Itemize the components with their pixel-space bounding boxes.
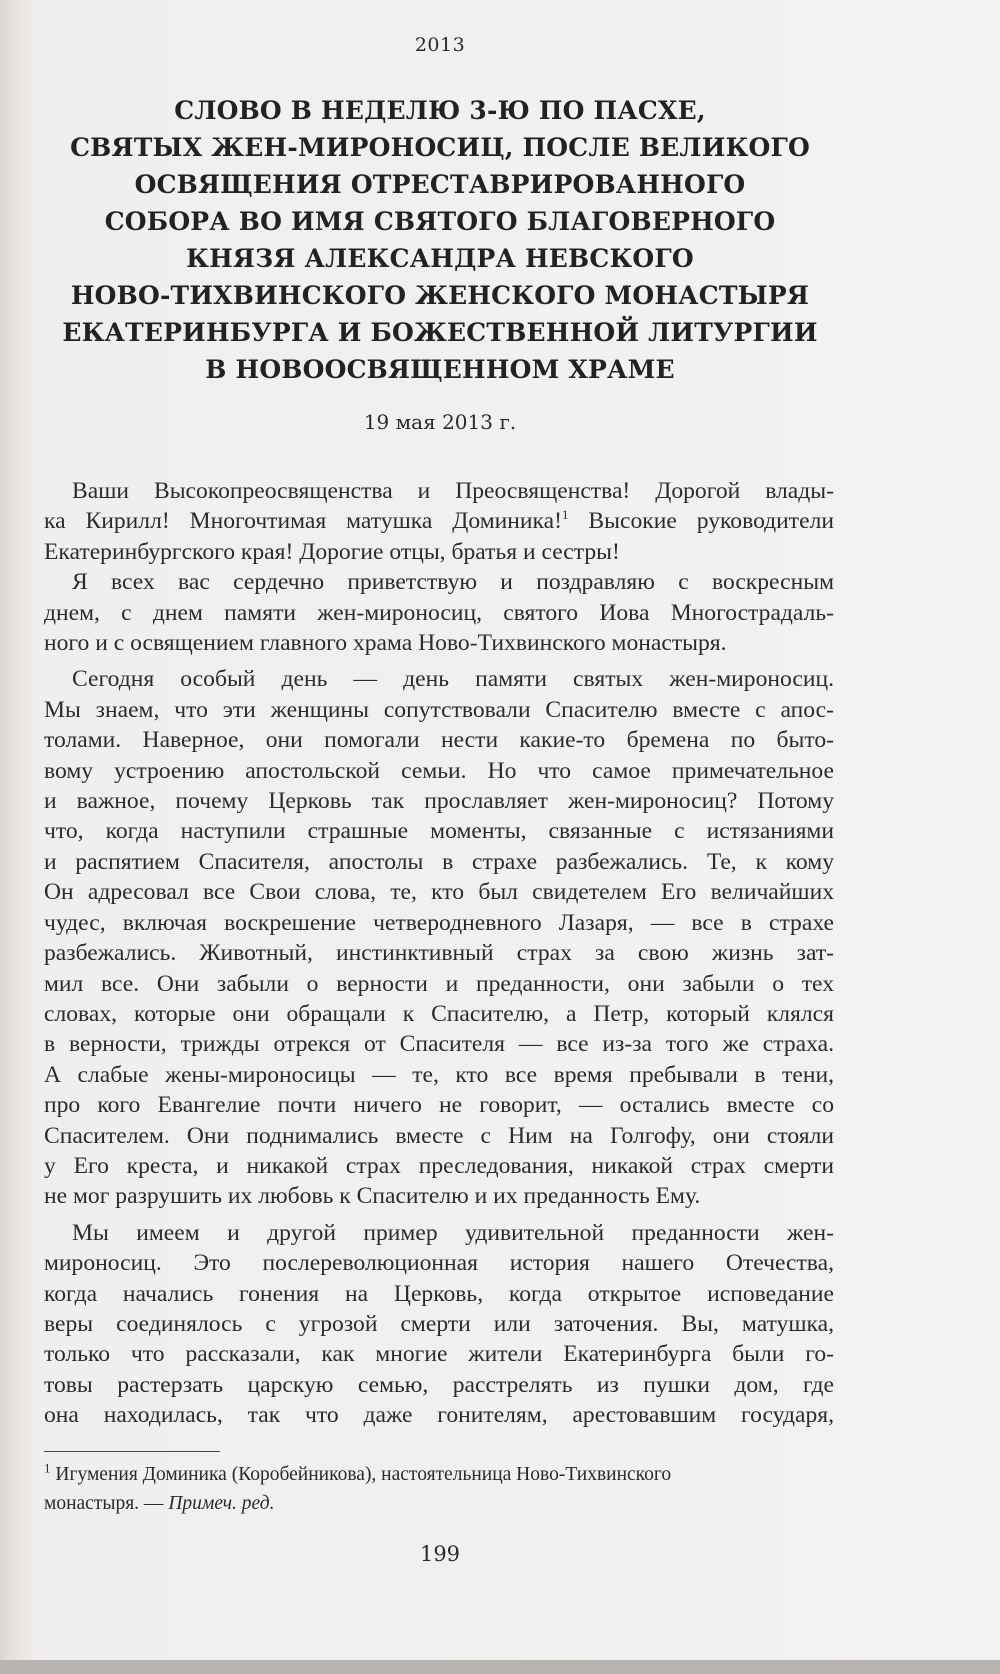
body-line: словах, которые они обращали к Спасителю, а Петр, который клялся [44, 1000, 834, 1027]
body-line: Я всех вас сердечно приветствую и поздравляю с воскресным [72, 569, 834, 596]
title-line: СВЯТЫХ ЖЕН-МИРОНОСИЦ, ПОСЛЕ ВЕЛИКОГО [70, 133, 810, 162]
title-line: СЛОВО В НЕДЕЛЮ 3-Ю ПО ПАСХЕ, [174, 96, 706, 125]
body-line: Екатеринбургского края! Дорогие отцы, братья и сестры! [44, 538, 620, 565]
footnote-divider [44, 1451, 220, 1452]
body-line: Сегодня особый день — день памяти святых жен-мироносиц. [72, 666, 834, 693]
body-line: днем, с днем памяти жен-мироносиц, святого Иова Многострадаль- [44, 599, 834, 626]
body-line: Спасителем. Они поднимались вместе с Ним на Голгофу, они стояли [44, 1122, 834, 1149]
body-line: разбежались. Животный, инстинктивный страх за свою жизнь зат- [44, 940, 834, 967]
footnote-line: монастыря. — Примеч. ред. [44, 1493, 275, 1514]
body-line: про кого Евангелие почти ничего не говорит, — остались вместе со [44, 1092, 834, 1119]
body-line: мироносиц. Это послереволюционная история нашего Отечества, [44, 1250, 834, 1277]
body-line: мил все. Они забыли о верности и преданности, они забыли о тех [44, 970, 834, 997]
body-line: она находилась, так что даже гонителям, арестовавшим государя, [44, 1402, 834, 1429]
title-line: СОБОРА ВО ИМЯ СВЯТОГО БЛАГОВЕРНОГО [104, 207, 776, 236]
body-line: что, когда наступили страшные моменты, связанные с истязаниями [44, 818, 834, 845]
footnote-marker: 1 [44, 1460, 51, 1476]
body-line: Мы знаем, что эти женщины сопутствовали Спасителю вместе с апос- [44, 696, 834, 723]
sermon-date: 19 мая 2013 г. [363, 410, 517, 434]
body-line: Ваши Высокопреосвященства и Преосвященства! Дорогой влады- [72, 478, 834, 504]
body-line: ка Кирилл! Многочтимая матушка Доминика!$^1$ Высокие руководители [44, 507, 834, 535]
body-line: и важное, почему Церковь так прославляет жен-мироносиц? Потому [44, 788, 834, 815]
body-line: толами. Наверное, они помогали нести какие-то бремена по быто- [44, 727, 834, 754]
body-line: ного и с освящением главного храма Ново-Тихвинского монастыря. [44, 630, 727, 657]
footnote-ref: 1 [561, 507, 569, 523]
body-line: и распятием Спасителя, апостолы в страхе разбежались. Те, к кому [44, 848, 834, 875]
title-line: В НОВООСВЯЩЕННОМ ХРАМЕ [205, 355, 675, 384]
body-line: товы растерзать царскую семью, расстрелять из пушки дом, где [44, 1371, 834, 1398]
body-line: А слабые жены-мироносицы — те, кто все время пребывали в тени, [44, 1061, 834, 1088]
page-number: 199 [419, 1542, 461, 1566]
title-line: ОСВЯЩЕНИЯ ОТРЕСТАВРИРОВАННОГО [134, 170, 746, 199]
body-line: только что рассказали, как многие жители Екатеринбурга были го- [44, 1341, 834, 1368]
running-header-year: 2013 [414, 34, 466, 56]
body-line: веры соединялось с угрозой смерти или заточения. Вы, матушка, [44, 1310, 834, 1337]
body-line: Мы имеем и другой пример удивительной преданности жен- [72, 1219, 834, 1246]
body-line: в верности, трижды отрекся от Спасителя — все из-за того же страха. [44, 1031, 834, 1058]
body-line: Он адресовал все Свои слова, те, кто был свидетелем Его величайших [44, 879, 834, 906]
page-bottom-edge [0, 1660, 1000, 1674]
footnote-line: $^1$ Игумения Доминика (Коробейникова), настоятельница Ново-Тихвинского [44, 1460, 672, 1485]
sermon-title [60, 92, 820, 388]
sermon-body [44, 476, 834, 1431]
body-line: когда начались гонения на Церковь, когда открытое исповедание [44, 1280, 834, 1307]
body-line: не мог разрушить их любовь к Спасителю и их преданность Ему. [44, 1183, 701, 1210]
title-line: КНЯЗЯ АЛЕКСАНДРА НЕВСКОГО [186, 244, 694, 273]
body-line: чудес, включая воскрешение четверодневного Лазаря, — все в страхе [44, 909, 834, 936]
title-line: НОВО-ТИХВИНСКОГО ЖЕНСКОГО МОНАСТЫРЯ [70, 281, 810, 310]
body-line: вому устроению апостольской семьи. Но что самое примечательное [44, 757, 834, 784]
editor-note: Примеч. ред. [168, 1493, 275, 1514]
body-line: у Его креста, и никакой страх преследования, никакой страх смерти [44, 1152, 834, 1179]
footnote [44, 1460, 834, 1518]
title-line: ЕКАТЕРИНБУРГА И БОЖЕСТВЕННОЙ ЛИТУРГИИ [62, 318, 818, 347]
